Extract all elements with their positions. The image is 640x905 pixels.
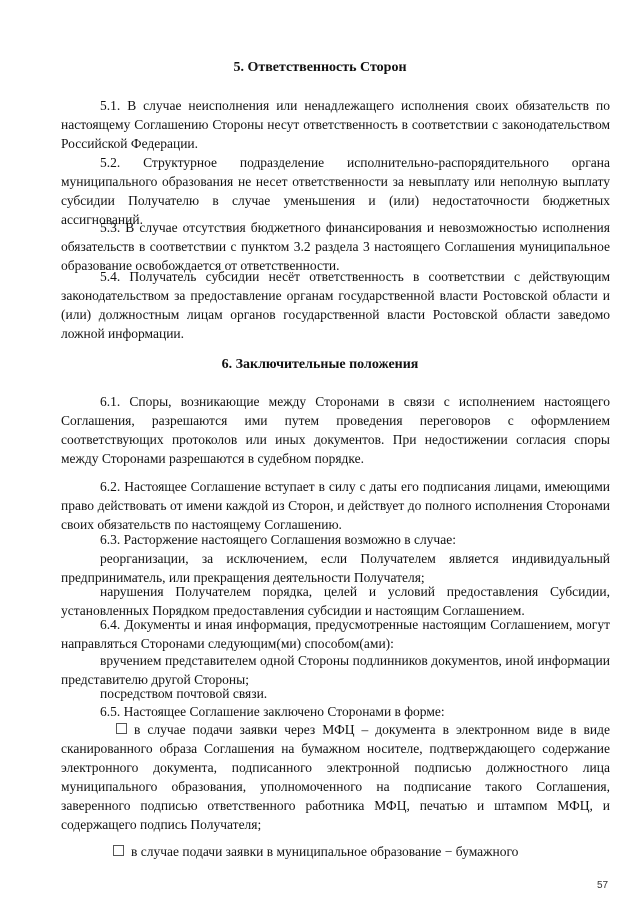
- paragraph-6-3-b: нарушения Получателем порядка, целей и условий предоставления Субсидии, установленных Порядком предоставления субсидии и настоящим Соглашением.: [61, 584, 610, 618]
- paragraph-6-4-a: вручением представителем одной Стороны подлинников документов, иной информации представителю другой Стороны;: [61, 653, 610, 687]
- paragraph-6-5-b: [61, 842, 610, 861]
- section-6-title: 6. Заключительные положения: [221, 357, 419, 372]
- paragraph-6-5-a-text: в случае подачи заявки через МФЦ – документа в электронном виде в виде сканированного образа Соглашения на бумажном носителе, подтверждающего содержание электронного документа, подписанного электронной подписью должностного лица муниципального образования, уполномоченного на подписание такого Соглашения, заверенного подписью ответственного работника МФЦ, печатью и штампом МФЦ, и содержащего подпись Получателя;: [61, 722, 610, 832]
- checkbox-icon: [113, 845, 124, 856]
- paragraph-5-4: 5.4. Получатель субсидии несёт ответственность в соответствии с действующим законодательством за предоставление органам государственной власти Ростовской области и (или) должностным лицам органов государственной власти Ростовской области заведомо ложной информации.: [61, 269, 610, 341]
- paragraph-6-3-a: реорганизации, за исключением, если Получателем является индивидуальный предприниматель, или прекращения деятельности Получателя;: [61, 551, 610, 585]
- page-number: 57: [597, 880, 609, 891]
- paragraph-6-1: 6.1. Споры, возникающие между Сторонами в связи с исполнением настоящего Соглашения, разрешаются ими путем проведения переговоров с оформлением соответствующих протоколов или иных документов. При недостижении согласия споры между Сторонами разрешаются в судебном порядке.: [61, 394, 610, 466]
- paragraph-6-5-b-text: в случае подачи заявки в муниципальное образование − бумажного: [131, 844, 519, 859]
- paragraph-6-5-a: [61, 720, 610, 834]
- paragraph-6-4-b: посредством почтовой связи.: [100, 686, 268, 701]
- paragraph-5-1: 5.1. В случае неисполнения или ненадлежащего исполнения своих обязательств по настоящему Соглашению Стороны несут ответственность в соответствии с законодательством Российской Федерации.: [61, 98, 610, 151]
- paragraph-6-4: 6.4. Документы и иная информация, предусмотренные настоящим Соглашением, могут направляться Сторонами следующим(ми) способом(ами):: [61, 617, 610, 651]
- paragraph-6-3: 6.3. Расторжение настоящего Соглашения возможно в случае:: [100, 532, 456, 547]
- checkbox-icon: [116, 723, 127, 734]
- section-5-title: 5. Ответственность Сторон: [233, 60, 407, 75]
- paragraph-6-2: 6.2. Настоящее Соглашение вступает в силу с даты его подписания лицами, имеющими право действовать от имени каждой из Сторон, и действует до полного исполнения Сторонами своих обязательств по настоящему Соглашению.: [61, 479, 610, 532]
- paragraph-5-2: 5.2. Структурное подразделение исполнительно-распорядительного органа муниципального образования не несет ответственности за невыплату или неполную выплату субсидии Получателю в случае уменьшения и (или) недостаточности бюджетных ассигнований.: [61, 155, 610, 227]
- paragraph-5-3: 5.3. В случае отсутствия бюджетного финансирования и невозможностью исполнения обязательств в соответствии с пунктом 3.2 раздела 3 настоящего Соглашения муниципальное образование освобождается от ответственности.: [61, 220, 610, 273]
- paragraph-6-5: 6.5. Настоящее Соглашение заключено Сторонами в форме:: [100, 704, 445, 719]
